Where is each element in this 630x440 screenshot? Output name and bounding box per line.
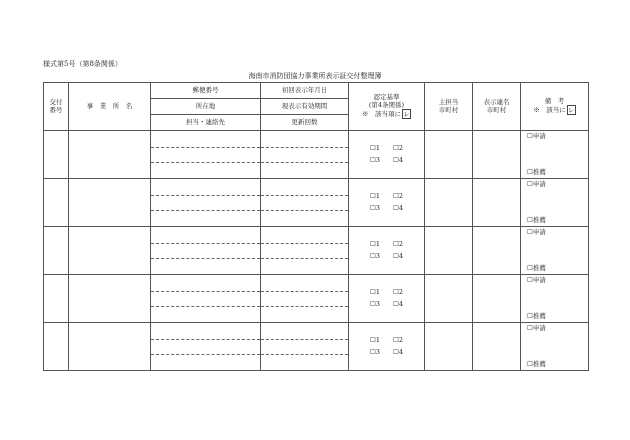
apply-checkbox[interactable]: ☐申請 (527, 132, 546, 140)
office-name-cell[interactable] (69, 275, 151, 323)
col-postal-code: 郵便番号 (151, 83, 261, 99)
criteria-cell (349, 131, 425, 179)
criteria-1-checkbox[interactable]: ☐1 (370, 144, 380, 153)
col-location: 所在地 (151, 99, 261, 115)
table-row (44, 275, 589, 323)
col-first-display: 初回表示年月日 (261, 83, 349, 99)
table-row (44, 227, 589, 275)
criteria-2-checkbox[interactable]: ☐2 (393, 336, 403, 345)
date-cell[interactable] (261, 323, 349, 371)
criteria-cell (349, 323, 425, 371)
address-cell[interactable] (151, 275, 261, 323)
joint-city-cell[interactable] (473, 131, 521, 179)
col-criteria: 認定基準 (第4条関係) ※ 該当項に レ (349, 83, 425, 131)
recommend-checkbox[interactable]: ☐推薦 (527, 359, 546, 368)
form-title: 海南市消防団協力事業所表示証交付整理簿 (248, 72, 382, 80)
joint-city-cell[interactable] (473, 227, 521, 275)
main-city-cell[interactable] (425, 227, 473, 275)
issue-no-cell[interactable] (44, 275, 69, 323)
apply-checkbox[interactable]: ☐申請 (527, 180, 546, 188)
remarks-cell (521, 323, 589, 371)
table-row (44, 131, 589, 179)
col-remarks: 備 考 ※ 該当に レ (521, 83, 589, 131)
col-renewals: 更新回数 (261, 115, 349, 131)
address-cell[interactable] (151, 179, 261, 227)
col-contact: 担当・連絡先 (151, 115, 261, 131)
check-mark-icon: レ (568, 106, 575, 115)
main-city-cell[interactable] (425, 275, 473, 323)
date-cell[interactable] (261, 227, 349, 275)
criteria-3-checkbox[interactable]: ☐3 (370, 155, 380, 164)
date-cell[interactable] (261, 179, 349, 227)
criteria-1-checkbox[interactable]: ☐1 (370, 192, 380, 201)
col-issue-no: 交付 番号 (44, 83, 69, 131)
issue-no-cell[interactable] (44, 323, 69, 371)
header-row-1 (44, 83, 589, 99)
apply-checkbox[interactable]: ☐申請 (527, 324, 546, 332)
joint-city-cell[interactable] (473, 323, 521, 371)
criteria-4-checkbox[interactable]: ☐4 (393, 299, 403, 308)
recommend-checkbox[interactable]: ☐推薦 (527, 311, 546, 320)
criteria-4-checkbox[interactable]: ☐4 (393, 347, 403, 356)
registry-table (43, 82, 589, 371)
criteria-1-checkbox[interactable]: ☐1 (370, 336, 380, 345)
table-row (44, 179, 589, 227)
criteria-2-checkbox[interactable]: ☐2 (393, 288, 403, 297)
remarks-cell (521, 227, 589, 275)
date-cell[interactable] (261, 275, 349, 323)
criteria-1-checkbox[interactable]: ☐1 (370, 288, 380, 297)
col-office-name: 事 業 所 名 (69, 83, 151, 131)
check-mark-icon: レ (403, 109, 410, 118)
criteria-1-checkbox[interactable]: ☐1 (370, 240, 380, 249)
main-city-cell[interactable] (425, 179, 473, 227)
remarks-cell (521, 131, 589, 179)
criteria-3-checkbox[interactable]: ☐3 (370, 299, 380, 308)
date-cell[interactable] (261, 131, 349, 179)
form-number: 様式第5号（第8条関係） (43, 60, 122, 68)
address-cell[interactable] (151, 131, 261, 179)
col-main-city: 主担当 市町村 (425, 83, 473, 131)
recommend-checkbox[interactable]: ☐推薦 (527, 263, 546, 272)
address-cell[interactable] (151, 227, 261, 275)
joint-city-cell[interactable] (473, 179, 521, 227)
office-name-cell[interactable] (69, 131, 151, 179)
criteria-2-checkbox[interactable]: ☐2 (393, 240, 403, 249)
address-cell[interactable] (151, 323, 261, 371)
office-name-cell[interactable] (69, 179, 151, 227)
criteria-cell (349, 227, 425, 275)
col-joint-city: 表示連名 市町村 (473, 83, 521, 131)
office-name-cell[interactable] (69, 323, 151, 371)
remarks-cell (521, 179, 589, 227)
criteria-2-checkbox[interactable]: ☐2 (393, 192, 403, 201)
criteria-cell (349, 275, 425, 323)
remarks-cell (521, 275, 589, 323)
main-city-cell[interactable] (425, 323, 473, 371)
recommend-checkbox[interactable]: ☐推薦 (527, 215, 546, 224)
criteria-4-checkbox[interactable]: ☐4 (393, 251, 403, 260)
criteria-4-checkbox[interactable]: ☐4 (393, 155, 403, 164)
criteria-3-checkbox[interactable]: ☐3 (370, 203, 380, 212)
joint-city-cell[interactable] (473, 275, 521, 323)
office-name-cell[interactable] (69, 227, 151, 275)
apply-checkbox[interactable]: ☐申請 (527, 276, 546, 284)
criteria-3-checkbox[interactable]: ☐3 (370, 251, 380, 260)
issue-no-cell[interactable] (44, 227, 69, 275)
main-city-cell[interactable] (425, 131, 473, 179)
issue-no-cell[interactable] (44, 179, 69, 227)
criteria-2-checkbox[interactable]: ☐2 (393, 144, 403, 153)
table-row (44, 323, 589, 371)
col-current-valid: 現表示有効期間 (261, 99, 349, 115)
issue-no-cell[interactable] (44, 131, 69, 179)
criteria-cell (349, 179, 425, 227)
criteria-3-checkbox[interactable]: ☐3 (370, 347, 380, 356)
apply-checkbox[interactable]: ☐申請 (527, 228, 546, 236)
criteria-4-checkbox[interactable]: ☐4 (393, 203, 403, 212)
recommend-checkbox[interactable]: ☐推薦 (527, 167, 546, 176)
